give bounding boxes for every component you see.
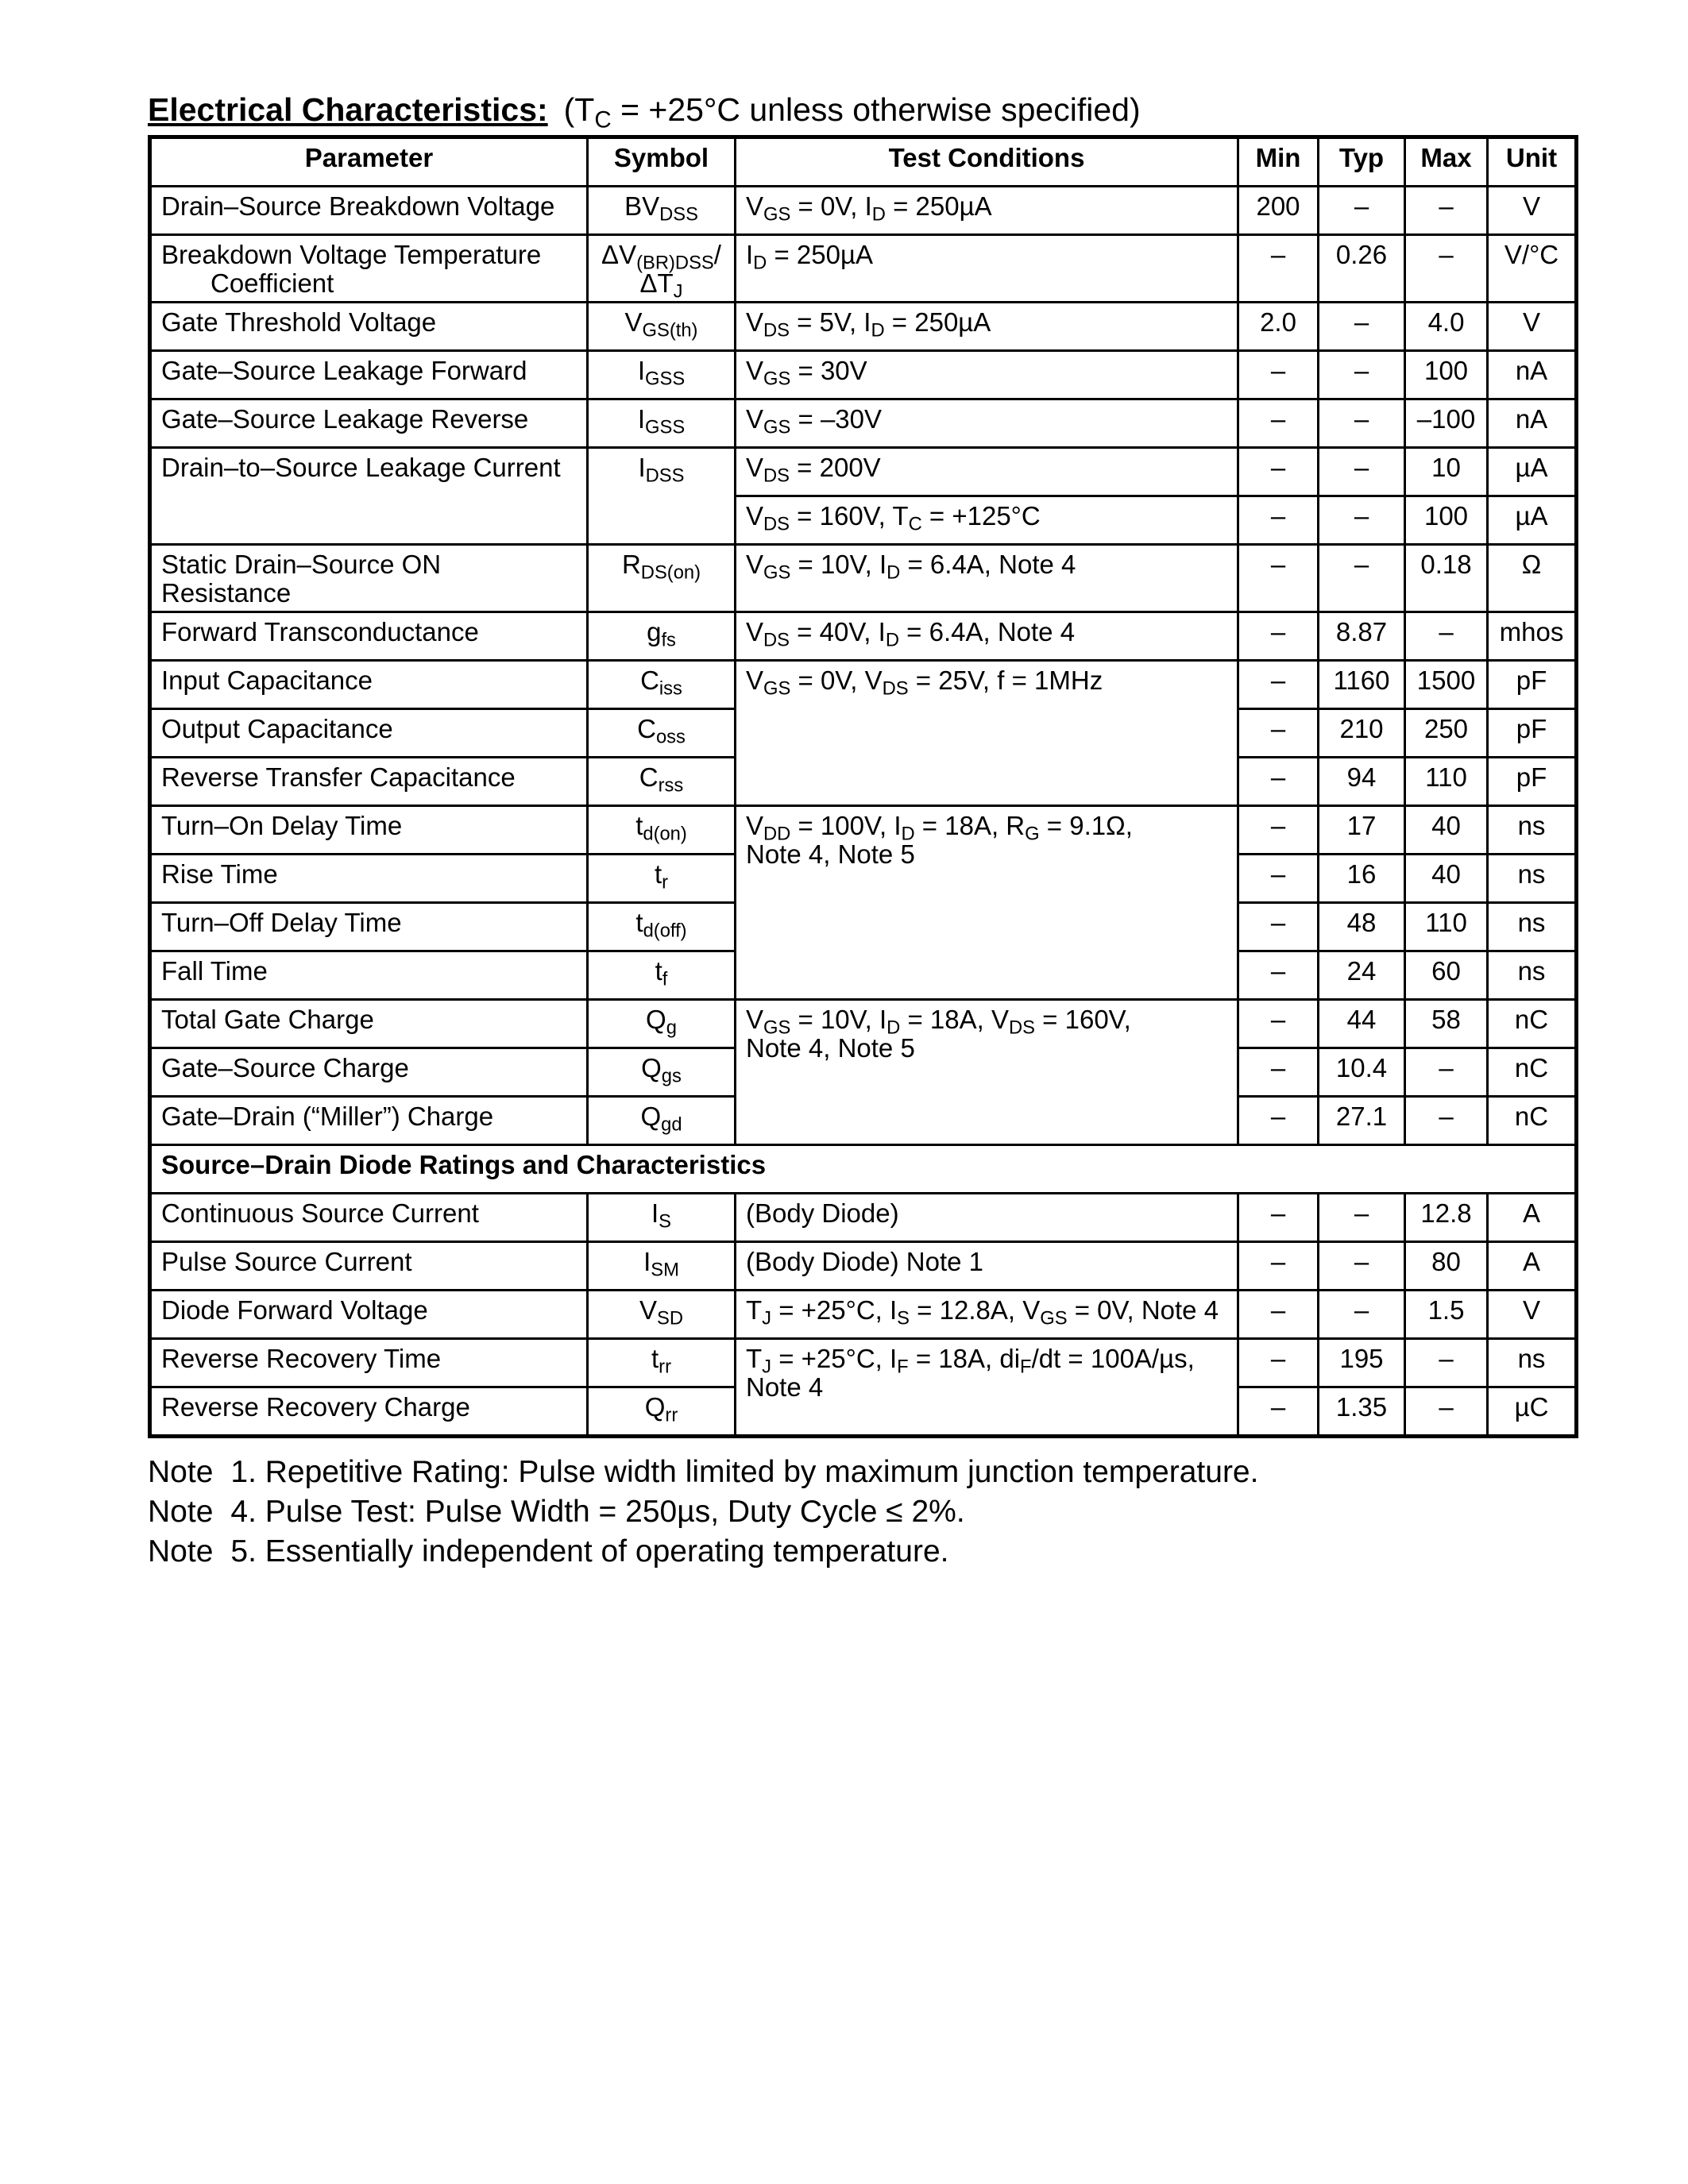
condition-cell: $V_{DS} = 5V$, $I_D = 250\mu A$ (736, 303, 1238, 351)
parameter-cell: Static Drain–Source ON Resistance (150, 545, 588, 612)
parameter-cell: Gate–Source Charge (150, 1048, 588, 1097)
max-cell: –100 (1405, 399, 1488, 448)
min-cell: – (1238, 399, 1319, 448)
max-cell: 100 (1405, 351, 1488, 399)
table-row (150, 187, 1577, 235)
table-row (150, 1000, 1577, 1048)
min-cell: – (1238, 951, 1319, 1000)
heading-title: Electrical Characteristics: (148, 91, 548, 128)
unit-cell: Ω (1488, 545, 1577, 612)
unit-cell: nA (1488, 351, 1577, 399)
min-cell: – (1238, 855, 1319, 903)
typ-cell: 1160 (1319, 661, 1405, 709)
condition-cell: $T_J = +25^\circ C$, $I_F = 18A$, $di_F/dt = 100A/\mu s$, Note 4 (736, 1339, 1238, 1437)
min-cell: – (1238, 235, 1319, 303)
max-cell: – (1405, 1339, 1488, 1387)
typ-cell: – (1319, 448, 1405, 496)
condition-cell: (Body Diode) Note 1 (736, 1242, 1238, 1291)
max-cell: 250 (1405, 709, 1488, 758)
table-row (150, 661, 1577, 709)
symbol-cell: $I_{DSS}$ (588, 448, 736, 545)
note-text: 4. Pulse Test: Pulse Width = 250µs, Duty Cycle ≤ 2%. (230, 1495, 965, 1529)
parameter-cell: Diode Forward Voltage (150, 1291, 588, 1339)
table-row (150, 303, 1577, 351)
unit-cell: nC (1488, 1097, 1577, 1145)
max-cell: 60 (1405, 951, 1488, 1000)
max-cell: 1.5 (1405, 1291, 1488, 1339)
section-heading-cell: Source–Drain Diode Ratings and Characteristics (150, 1145, 1577, 1194)
symbol-cell: $Q_{gd}$ (588, 1097, 736, 1145)
unit-cell: nC (1488, 1048, 1577, 1097)
table-row (150, 235, 1577, 303)
table-row (150, 545, 1577, 612)
max-cell: 58 (1405, 1000, 1488, 1048)
max-cell: 110 (1405, 903, 1488, 951)
datasheet-page (148, 89, 1574, 1572)
max-cell: 40 (1405, 806, 1488, 855)
symbol-cell: $C_{oss}$ (588, 709, 736, 758)
typ-cell: 1.35 (1319, 1387, 1405, 1437)
min-cell: – (1238, 1194, 1319, 1242)
unit-cell: ns (1488, 1339, 1577, 1387)
max-cell: – (1405, 612, 1488, 661)
parameter-cell: Gate–Source Leakage Reverse (150, 399, 588, 448)
symbol-cell: $I_{GSS}$ (588, 399, 736, 448)
symbol-cell: $Q_{gs}$ (588, 1048, 736, 1097)
section-heading (148, 89, 1574, 133)
electrical-characteristics-table (148, 135, 1578, 1438)
note-1 (148, 1453, 1574, 1492)
unit-cell: µA (1488, 448, 1577, 496)
min-cell: – (1238, 612, 1319, 661)
symbol-cell: $Q_{rr}$ (588, 1387, 736, 1437)
min-cell: – (1238, 1242, 1319, 1291)
min-cell: – (1238, 903, 1319, 951)
symbol-cell: $V_{GS(th)}$ (588, 303, 736, 351)
note-label: Note (148, 1534, 214, 1569)
max-cell: – (1405, 1097, 1488, 1145)
symbol-cell: $g_{fs}$ (588, 612, 736, 661)
min-cell: – (1238, 758, 1319, 806)
max-cell: 100 (1405, 496, 1488, 545)
col-header-unit: Unit (1488, 137, 1577, 187)
parameter-cell: Reverse Recovery Time (150, 1339, 588, 1387)
symbol-cell: $I_{SM}$ (588, 1242, 736, 1291)
parameter-cell: Reverse Recovery Charge (150, 1387, 588, 1437)
min-cell: – (1238, 1097, 1319, 1145)
max-cell: 0.18 (1405, 545, 1488, 612)
min-cell: – (1238, 1387, 1319, 1437)
typ-cell: 17 (1319, 806, 1405, 855)
condition-cell: (Body Diode) (736, 1194, 1238, 1242)
typ-cell: – (1319, 351, 1405, 399)
table-row (150, 806, 1577, 855)
max-cell: – (1405, 1048, 1488, 1097)
unit-cell: nA (1488, 399, 1577, 448)
symbol-cell: $V_{SD}$ (588, 1291, 736, 1339)
symbol-cell: $R_{DS(on)}$ (588, 545, 736, 612)
condition-cell: $V_{GS} = 0V$, $V_{DS} = 25V$, f = 1MHz (736, 661, 1238, 806)
min-cell: 2.0 (1238, 303, 1319, 351)
unit-cell: V (1488, 303, 1577, 351)
condition-cell: $V_{DS} = 200V$ (736, 448, 1238, 496)
unit-cell: ns (1488, 903, 1577, 951)
parameter-cell: Continuous Source Current (150, 1194, 588, 1242)
condition-cell: $V_{GS} = -30V$ (736, 399, 1238, 448)
unit-cell: A (1488, 1194, 1577, 1242)
symbol-cell: $BV_{DSS}$ (588, 187, 736, 235)
table-header-row (150, 137, 1577, 187)
max-cell: 1500 (1405, 661, 1488, 709)
parameter-cell: Fall Time (150, 951, 588, 1000)
table-row (150, 1242, 1577, 1291)
unit-cell: V (1488, 187, 1577, 235)
condition-cell: $V_{DS} = 160V$, $T_C = +125^\circ C$ (736, 496, 1238, 545)
max-cell: 40 (1405, 855, 1488, 903)
condition-cell: $V_{DD} = 100V$, $I_D = 18A$, $R_G = 9.1\Omega$, Note 4, Note 5 (736, 806, 1238, 1000)
min-cell: – (1238, 496, 1319, 545)
typ-cell: 8.87 (1319, 612, 1405, 661)
symbol-cell: $C_{rss}$ (588, 758, 736, 806)
symbol-cell: $t_r$ (588, 855, 736, 903)
min-cell: – (1238, 709, 1319, 758)
unit-cell: V/°C (1488, 235, 1577, 303)
table-row (150, 399, 1577, 448)
parameter-cell: Rise Time (150, 855, 588, 903)
parameter-cell: Reverse Transfer Capacitance (150, 758, 588, 806)
typ-cell: 48 (1319, 903, 1405, 951)
parameter-cell: Breakdown Voltage Temperature Coefficient (150, 235, 588, 303)
note-text: 1. Repetitive Rating: Pulse width limited by maximum junction temperature. (230, 1455, 1259, 1489)
section-row (150, 1145, 1577, 1194)
max-cell: 4.0 (1405, 303, 1488, 351)
typ-cell: 94 (1319, 758, 1405, 806)
max-cell: – (1405, 1387, 1488, 1437)
col-header-typ: Typ (1319, 137, 1405, 187)
unit-cell: pF (1488, 709, 1577, 758)
symbol-cell: $t_{rr}$ (588, 1339, 736, 1387)
symbol-cell: $t_{d(on)}$ (588, 806, 736, 855)
table-row (150, 448, 1577, 496)
min-cell: – (1238, 545, 1319, 612)
table-row (150, 1194, 1577, 1242)
max-cell: 80 (1405, 1242, 1488, 1291)
typ-cell: 210 (1319, 709, 1405, 758)
note-label: Note (148, 1455, 214, 1489)
typ-cell: 10.4 (1319, 1048, 1405, 1097)
condition-cell: $V_{GS} = 0V$, $I_D = 250\mu A$ (736, 187, 1238, 235)
unit-cell: ns (1488, 855, 1577, 903)
symbol-cell: $I_{GSS}$ (588, 351, 736, 399)
heading-condition: ($T_C = +25^\circ C$ unless otherwise specified) (563, 91, 1141, 133)
table-row (150, 612, 1577, 661)
parameter-cell: Gate–Drain (“Miller”) Charge (150, 1097, 588, 1145)
min-cell: – (1238, 351, 1319, 399)
col-header-parameter: Parameter (150, 137, 588, 187)
parameter-cell: Gate Threshold Voltage (150, 303, 588, 351)
parameter-cell: Input Capacitance (150, 661, 588, 709)
unit-cell: µA (1488, 496, 1577, 545)
parameter-cell: Drain–Source Breakdown Voltage (150, 187, 588, 235)
max-cell: 12.8 (1405, 1194, 1488, 1242)
parameter-cell: Forward Transconductance (150, 612, 588, 661)
table-row (150, 351, 1577, 399)
min-cell: – (1238, 1000, 1319, 1048)
min-cell: – (1238, 806, 1319, 855)
note-5 (148, 1532, 1574, 1572)
max-cell: 110 (1405, 758, 1488, 806)
typ-cell: 16 (1319, 855, 1405, 903)
unit-cell: A (1488, 1242, 1577, 1291)
typ-cell: – (1319, 1291, 1405, 1339)
min-cell: – (1238, 1291, 1319, 1339)
typ-cell: – (1319, 1194, 1405, 1242)
typ-cell: – (1319, 399, 1405, 448)
symbol-cell: $t_f$ (588, 951, 736, 1000)
symbol-cell: $t_{d(off)}$ (588, 903, 736, 951)
symbol-cell: $Q_g$ (588, 1000, 736, 1048)
table-row (150, 1339, 1577, 1387)
symbol-cell: $C_{iss}$ (588, 661, 736, 709)
notes-section (148, 1453, 1574, 1572)
parameter-cell: Turn–On Delay Time (150, 806, 588, 855)
min-cell: – (1238, 1048, 1319, 1097)
table-row (150, 1291, 1577, 1339)
note-4 (148, 1492, 1574, 1532)
col-header-min: Min (1238, 137, 1319, 187)
min-cell: – (1238, 448, 1319, 496)
typ-cell: – (1319, 545, 1405, 612)
unit-cell: ns (1488, 806, 1577, 855)
typ-cell: – (1319, 187, 1405, 235)
condition-cell: $V_{DS} = 40V$, $I_D = 6.4A$, Note 4 (736, 612, 1238, 661)
parameter-cell: Total Gate Charge (150, 1000, 588, 1048)
max-cell: – (1405, 187, 1488, 235)
typ-cell: 0.26 (1319, 235, 1405, 303)
parameter-cell: Drain–to–Source Leakage Current (150, 448, 588, 545)
symbol-cell: $\Delta V_{(BR)DSS}/$ $\Delta T_J$ (588, 235, 736, 303)
col-header-symbol: Symbol (588, 137, 736, 187)
unit-cell: pF (1488, 758, 1577, 806)
typ-cell: 44 (1319, 1000, 1405, 1048)
condition-cell: $V_{GS} = 10V$, $I_D = 6.4A$, Note 4 (736, 545, 1238, 612)
parameter-cell: Turn–Off Delay Time (150, 903, 588, 951)
note-label: Note (148, 1495, 214, 1529)
typ-cell: 24 (1319, 951, 1405, 1000)
max-cell: – (1405, 235, 1488, 303)
typ-cell: – (1319, 496, 1405, 545)
condition-cell: $T_J = +25^\circ C$, $I_S = 12.8A$, $V_{GS} = 0V$, Note 4 (736, 1291, 1238, 1339)
unit-cell: nC (1488, 1000, 1577, 1048)
unit-cell: µC (1488, 1387, 1577, 1437)
unit-cell: V (1488, 1291, 1577, 1339)
unit-cell: ns (1488, 951, 1577, 1000)
condition-cell: $I_D = 250\mu A$ (736, 235, 1238, 303)
min-cell: – (1238, 661, 1319, 709)
condition-cell: $V_{GS} = 30V$ (736, 351, 1238, 399)
typ-cell: 195 (1319, 1339, 1405, 1387)
col-header-max: Max (1405, 137, 1488, 187)
min-cell: – (1238, 1339, 1319, 1387)
note-text: 5. Essentially independent of operating temperature. (230, 1534, 949, 1569)
condition-cell: $V_{GS} = 10V$, $I_D = 18A$, $V_{DS} = 160V$, Note 4, Note 5 (736, 1000, 1238, 1145)
min-cell: 200 (1238, 187, 1319, 235)
typ-cell: – (1319, 1242, 1405, 1291)
typ-cell: – (1319, 303, 1405, 351)
col-header-test-conditions: Test Conditions (736, 137, 1238, 187)
parameter-cell: Gate–Source Leakage Forward (150, 351, 588, 399)
typ-cell: 27.1 (1319, 1097, 1405, 1145)
unit-cell: mhos (1488, 612, 1577, 661)
symbol-cell: $I_S$ (588, 1194, 736, 1242)
parameter-cell: Output Capacitance (150, 709, 588, 758)
max-cell: 10 (1405, 448, 1488, 496)
unit-cell: pF (1488, 661, 1577, 709)
parameter-cell: Pulse Source Current (150, 1242, 588, 1291)
